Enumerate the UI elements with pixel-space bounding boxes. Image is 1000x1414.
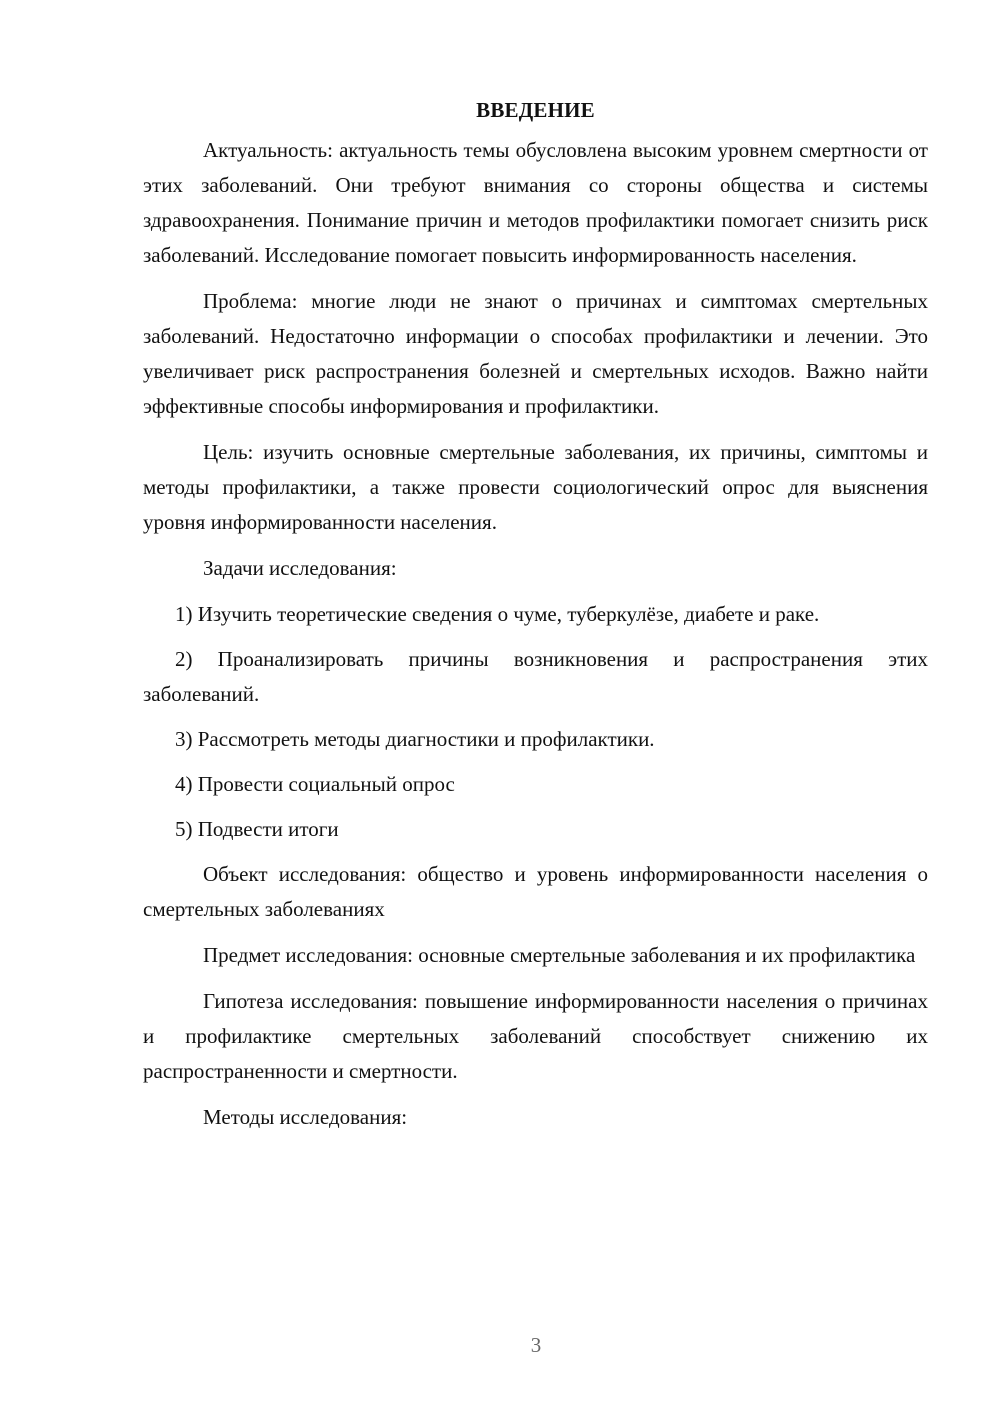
task-item-3: 3) Рассмотреть методы диагностики и профилактики. bbox=[175, 727, 655, 751]
task-item-2: 2) Проанализировать причины возникновения и распространения этих заболеваний. bbox=[143, 647, 928, 706]
tasks-list bbox=[143, 597, 928, 847]
problem-paragraph: Проблема: многие люди не знают о причинах и симптомах смертельных заболеваний. Недостаточно информации о способах профилактики и лечении. Это увеличивает риск распространения болезней и смертельных исходов. Важно найти эффективные способы информирования и профилактики. bbox=[143, 289, 928, 418]
task-item-4: 4) Провести социальный опрос bbox=[175, 772, 455, 796]
task-item-5: 5) Подвести итоги bbox=[175, 817, 339, 841]
object-paragraph: Объект исследования: общество и уровень информированности населения о смертельных заболеваниях bbox=[143, 862, 928, 921]
subject-paragraph: Предмет исследования: основные смертельные заболевания и их профилактика bbox=[203, 943, 916, 967]
task-item-1: 1) Изучить теоретические сведения о чуме, туберкулёзе, диабете и раке. bbox=[175, 602, 820, 626]
page-number: 3 bbox=[530, 1333, 542, 1357]
hypothesis-paragraph: Гипотеза исследования: повышение информированности населения о причинах и профилактике смертельных заболеваний способствует снижению их распространенности и смертности. bbox=[143, 989, 928, 1083]
section-heading: ВВЕДЕНИЕ bbox=[476, 98, 595, 122]
tasks-title: Задачи исследования: bbox=[203, 556, 397, 580]
page-content bbox=[143, 93, 928, 1135]
methods-title: Методы исследования: bbox=[203, 1105, 408, 1129]
goal-paragraph: Цель: изучить основные смертельные заболевания, их причины, симптомы и методы профилактики, а также провести социологический опрос для выяснения уровня информированности населения. bbox=[143, 440, 928, 534]
relevance-paragraph: Актуальность: актуальность темы обусловлена высоким уровнем смертности от этих заболеваний. Они требуют внимания со стороны общества и системы здравоохранения. Понимание причин и методов профилактики помогает снизить риск заболеваний. Исследование помогает повысить информированность населения. bbox=[143, 138, 928, 267]
